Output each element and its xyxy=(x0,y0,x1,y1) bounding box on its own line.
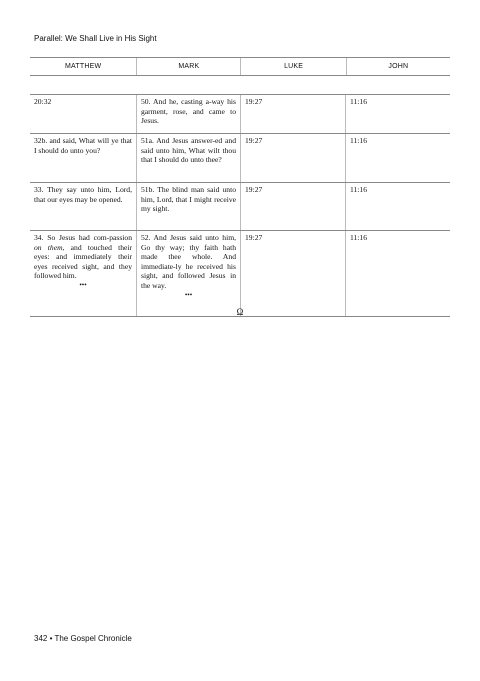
table-row xyxy=(30,134,450,183)
matthew-emphasis: on them, xyxy=(34,242,65,252)
page-title: Parallel: We Shall Live in His Sight xyxy=(34,34,157,43)
matthew-cell: 20:32 xyxy=(30,95,137,133)
john-cell: 11:16 xyxy=(350,185,368,194)
omega-end-symbol: Ω xyxy=(236,307,244,317)
luke-cell: 19:27 xyxy=(241,183,346,230)
luke-cell: 19:27 xyxy=(241,95,346,133)
matthew-text: 34. So Jesus had com-passion xyxy=(34,233,132,242)
matthew-text-cont: and touched their eyes: and immediately their eyes received sight, and they followed him. xyxy=(34,242,132,281)
table-row xyxy=(30,231,450,317)
table-row xyxy=(30,95,450,134)
table-row xyxy=(30,183,450,231)
mark-cell xyxy=(137,231,241,316)
page-footer: 342 • The Gospel Chronicle xyxy=(34,634,132,643)
mark-text: 52. And Jesus said unto him, Go thy way; thy faith hath made thee whole. And immediate-ly he received his sight, and followed Jesus in the way. xyxy=(141,233,236,290)
column-header-mark: MARK xyxy=(137,58,241,75)
matthew-cell: 33. They say unto him, Lord, that our eyes may be opened. xyxy=(30,183,137,230)
matthew-cell: 32b. and said, What will ye that I should do unto you? xyxy=(30,134,137,182)
john-cell: 11:16 xyxy=(350,136,368,145)
column-header-john: JOHN xyxy=(388,63,409,70)
column-header-matthew: MATTHEW xyxy=(30,58,137,75)
mark-cell: 51b. The blind man said unto him, Lord, that I might receive my sight. xyxy=(137,183,241,230)
luke-cell: 19:27 xyxy=(241,134,346,182)
mark-cell: 51a. And Jesus answer-ed and said unto him, What wilt thou that I should do unto thee? xyxy=(137,134,241,182)
mark-cell: 50. And he, casting a-way his garment, rose, and came to Jesus. xyxy=(137,95,241,133)
table-divider xyxy=(30,86,450,95)
section-end-mark: ••• xyxy=(184,290,193,299)
john-cell: 11:16 xyxy=(350,97,368,106)
parallel-table xyxy=(30,57,450,317)
section-end-mark: ••• xyxy=(79,280,87,289)
table-header xyxy=(30,57,450,76)
column-header-luke: LUKE xyxy=(241,58,346,75)
luke-cell: 19:27 xyxy=(241,231,346,316)
john-cell: 11:16 xyxy=(350,233,368,242)
matthew-cell xyxy=(30,231,137,316)
